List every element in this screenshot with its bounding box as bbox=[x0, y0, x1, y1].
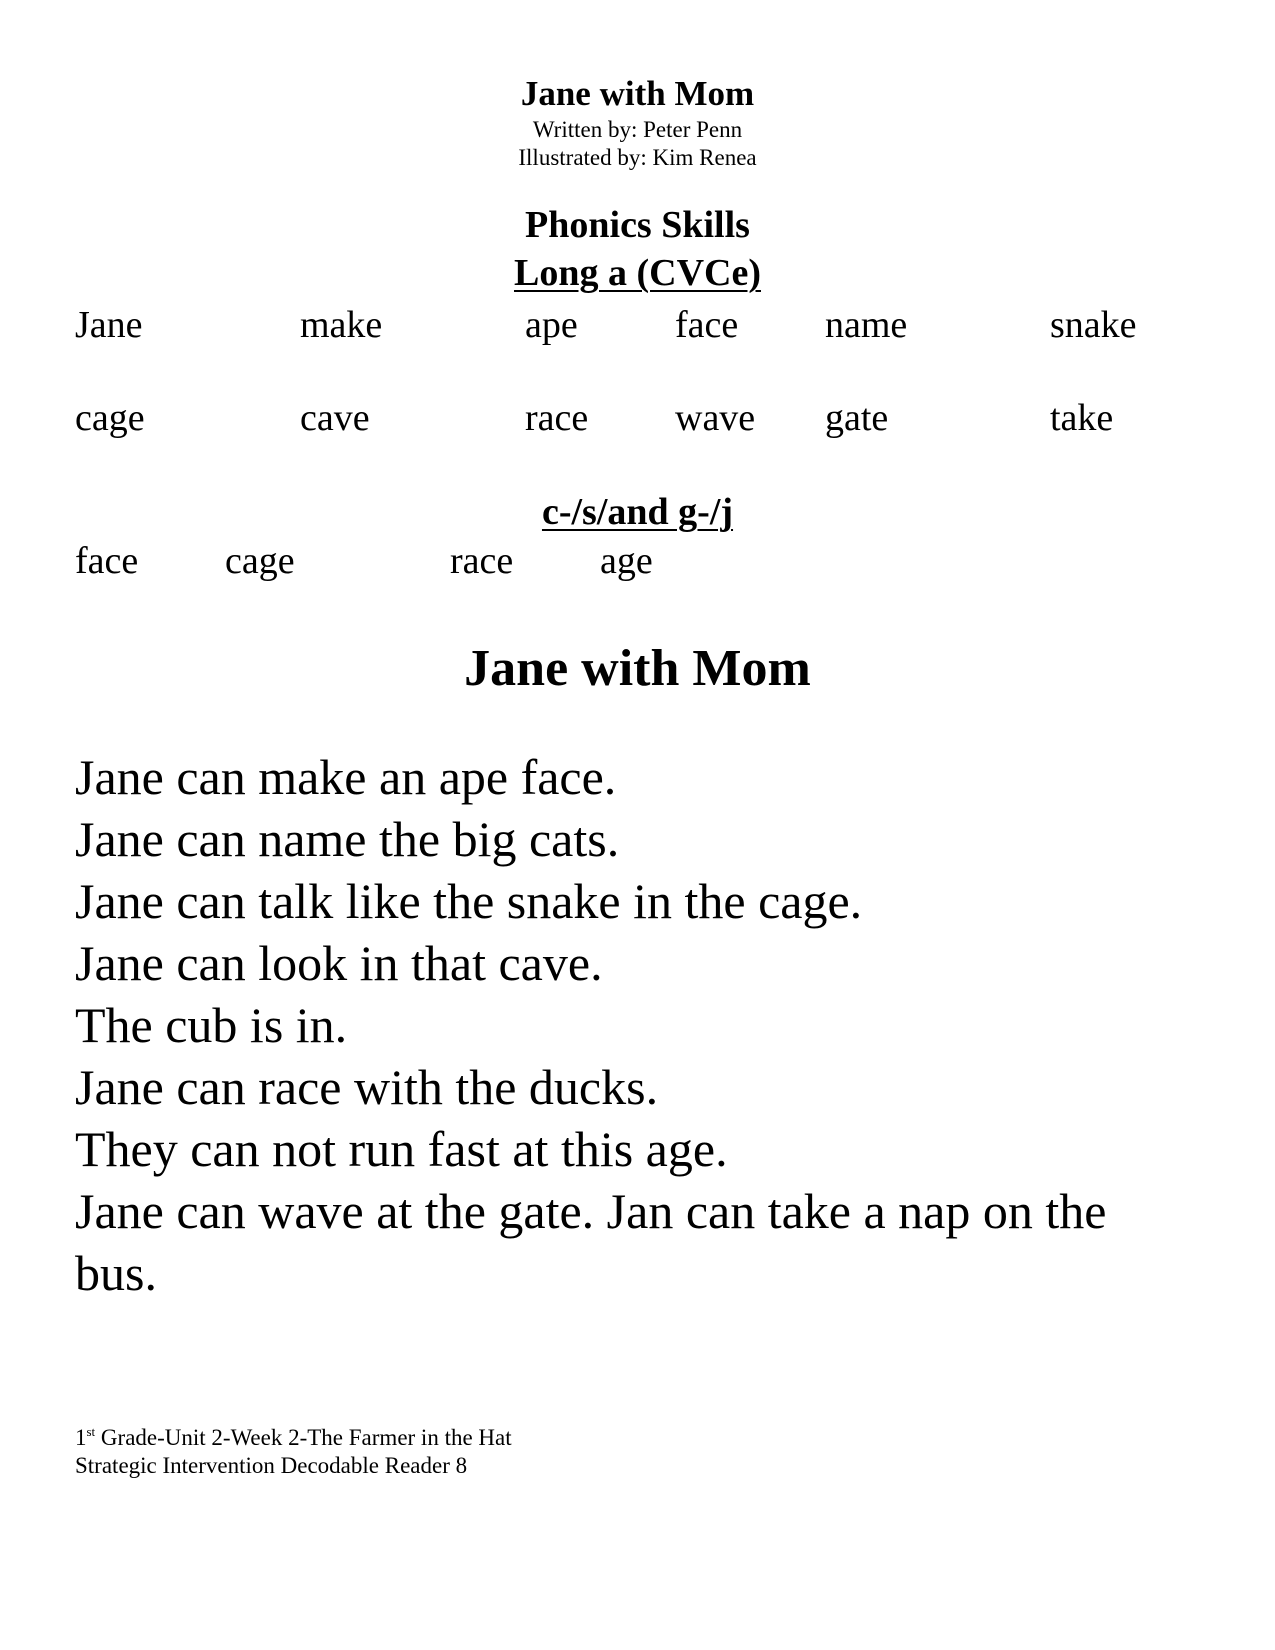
story-line: Jane can name the big cats. bbox=[75, 811, 620, 867]
footer-grade-number: 1 bbox=[75, 1425, 87, 1450]
word-list-item: name bbox=[825, 304, 908, 346]
word-list-item: face bbox=[75, 540, 139, 582]
word-list-item: wave bbox=[675, 397, 756, 439]
author-credit: Written by: Peter Penn bbox=[532, 117, 743, 142]
word-list-item: cage bbox=[225, 540, 295, 582]
story-line: Jane can race with the ducks. bbox=[75, 1059, 659, 1115]
long-a-heading-text: Long a (CVCe) bbox=[514, 252, 761, 294]
word-list-item: cage bbox=[75, 397, 145, 439]
word-list-item: Jane bbox=[75, 304, 143, 346]
footer-reader-line: Strategic Intervention Decodable Reader 8 bbox=[75, 1453, 468, 1478]
story-line: Jane can talk like the snake in the cage. bbox=[75, 873, 863, 929]
word-list-item: race bbox=[450, 540, 514, 582]
word-list-item: race bbox=[525, 397, 589, 439]
illustrator-credit: Illustrated by: Kim Renea bbox=[518, 145, 757, 170]
word-list-item: snake bbox=[1050, 304, 1137, 346]
story-line: They can not run fast at this age. bbox=[75, 1121, 728, 1177]
soft-c-g-heading-text: c-/s/and g-/j bbox=[541, 491, 734, 533]
word-list-item: cave bbox=[300, 397, 370, 439]
footer-grade-suffix: st bbox=[86, 1424, 96, 1439]
story-title: Jane with Mom bbox=[464, 640, 811, 697]
story-line: bus. bbox=[75, 1245, 157, 1301]
footer bbox=[75, 1424, 512, 1480]
word-list-item: age bbox=[600, 540, 653, 582]
word-list-item: face bbox=[675, 304, 739, 346]
phonics-skills-heading: Phonics Skills bbox=[525, 204, 750, 246]
story-line: Jane can look in that cave. bbox=[75, 935, 603, 991]
word-list-item: ape bbox=[525, 304, 578, 346]
story-line: The cub is in. bbox=[75, 997, 348, 1053]
word-list-item: take bbox=[1050, 397, 1114, 439]
story-text bbox=[75, 746, 1225, 1304]
footer-grade-line bbox=[75, 1424, 512, 1452]
soft-c-g-heading bbox=[0, 489, 1275, 535]
word-list-item: gate bbox=[825, 397, 889, 439]
long-a-heading bbox=[0, 250, 1275, 296]
story-line: Jane can wave at the gate. Jan can take a nap on the bbox=[75, 1183, 1107, 1239]
word-list-item: make bbox=[300, 304, 383, 346]
footer-grade-rest: Grade-Unit 2-Week 2-The Farmer in the Hat bbox=[95, 1425, 512, 1450]
story-line: Jane can make an ape face. bbox=[75, 749, 617, 805]
book-title: Jane with Mom bbox=[520, 74, 755, 113]
